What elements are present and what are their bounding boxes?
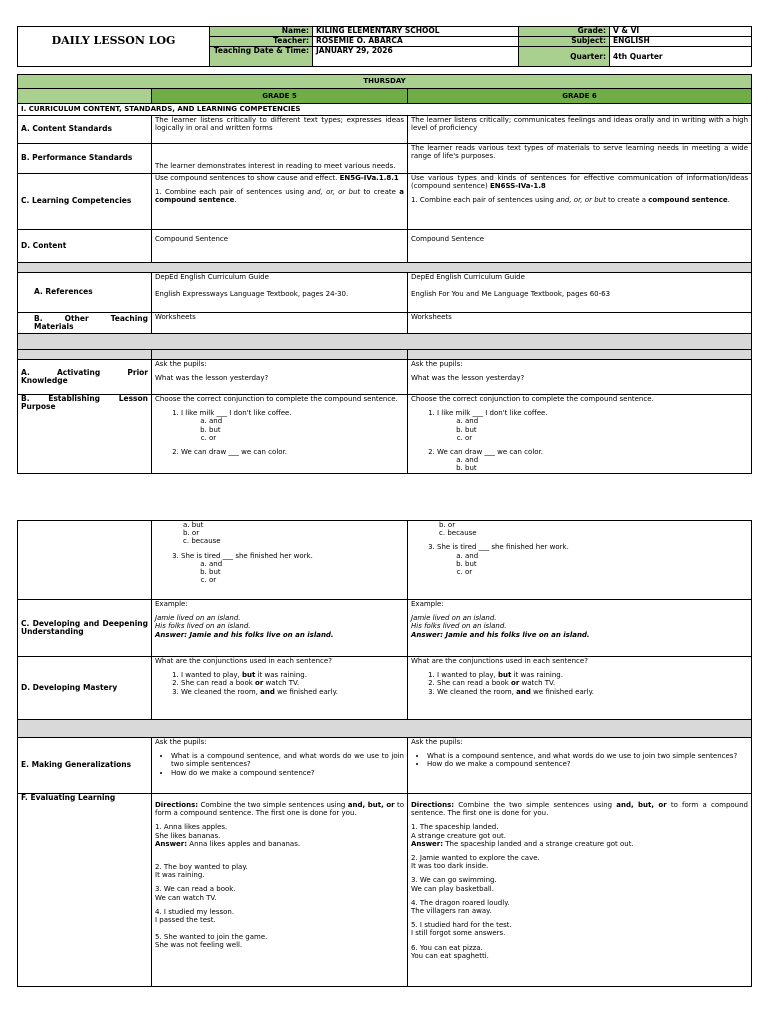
option: c. or	[209, 576, 404, 584]
label-developing: C. Developing and Deepening Understanding	[18, 600, 152, 657]
list-item: • What is a compound sentence, and what words do we use to join two simple sentences?	[171, 752, 404, 768]
g5-purpose-list-2	[155, 552, 404, 585]
g6-dev-s2: His folks lived on an island.	[411, 622, 507, 631]
divider-row	[18, 263, 752, 273]
sentence-b: She was not feeling well.	[155, 941, 243, 950]
g5-eval-item-3	[155, 885, 404, 901]
list-item: • What is a compound sentence, and what words do we use to join two simple sentences?	[427, 752, 748, 760]
section-curriculum: I. CURRICULUM CONTENT, STANDARDS, AND LEARNING COMPETENCIES	[18, 104, 752, 116]
list-item: • How do we make a compound sentence?	[427, 760, 748, 768]
g5-developing	[152, 600, 408, 657]
text: She can read a book	[437, 679, 509, 688]
option: c. because	[439, 529, 477, 538]
g5-purpose-continued	[152, 521, 408, 600]
g5-act-1: Ask the pupils:	[155, 360, 207, 368]
name-value: KILING ELEMENTARY SCHOOL	[313, 27, 519, 37]
g6-purpose-q2	[437, 448, 748, 473]
answer-label: Answer:	[411, 839, 444, 848]
divider-row-2	[18, 334, 752, 350]
name-label: Name:	[210, 27, 313, 37]
list-item: • How do we make a compound sentence?	[171, 769, 404, 777]
dir-conj: and, but, or	[347, 801, 395, 809]
g6-eval-item-5	[411, 921, 748, 937]
text: watch TV.	[265, 679, 300, 688]
g5-learning-competencies: Use compound sentences to show cause and effect. EN5G-IVa.1.8.1 1. Combine each pair of sentences using and, or, or but to create a compound sentence.	[152, 174, 408, 230]
g5-comp-b2: and, or,	[307, 188, 335, 197]
g5-mastery	[152, 657, 408, 720]
header-section	[17, 26, 751, 67]
option: c. or	[209, 434, 404, 442]
page-title: DAILY LESSON LOG	[18, 27, 210, 67]
dir-label: Directions:	[411, 801, 455, 809]
g6-other-materials: Worksheets	[408, 313, 752, 334]
g5-references	[152, 273, 408, 313]
g6-purpose-list	[411, 409, 748, 472]
text: it was raining.	[513, 671, 563, 680]
g5-ref-2: English Expressways Language Textbook, pages 24-30.	[155, 290, 349, 299]
lesson-table-page1	[17, 74, 751, 474]
g6-developing	[408, 600, 752, 657]
grade6-heading: GRADE 6	[408, 89, 752, 104]
g6-comp-b5: to create a	[608, 196, 647, 205]
teacher-label: Teacher:	[210, 37, 313, 47]
g5-comp-b4: but	[348, 188, 361, 197]
g6-content: Compound Sentence	[408, 230, 752, 263]
label-performance-standards: B. Performance Standards	[18, 144, 152, 174]
quarter-number: 4th Quarter	[613, 51, 663, 61]
sentence-b: It was raining.	[155, 871, 205, 880]
answer-text: Anna likes apples and bananas.	[189, 839, 301, 848]
g6-q3-options	[437, 552, 748, 577]
g6-q3-text: She is tired ___ she finished her work.	[437, 543, 569, 552]
g5-ref-1: DepEd English Curriculum Guide	[155, 273, 269, 281]
g5-eval-item-5	[155, 933, 404, 949]
g5-purpose-q1	[181, 409, 404, 448]
g5-dev-s2: His folks lived on an island.	[155, 622, 251, 631]
g5-eval-directions	[155, 801, 404, 817]
g5-q3-options	[181, 560, 404, 585]
g5-lesson-purpose	[152, 395, 408, 474]
g6-dev-answer: Answer: Jamie and his folks live on an island.	[411, 630, 590, 639]
divider-row-3	[18, 720, 752, 738]
divider-cell-c	[408, 350, 752, 360]
g6-activating	[408, 360, 752, 395]
text: We cleaned the room,	[181, 687, 258, 696]
conj: but	[242, 671, 256, 680]
sentence-a: 4. The dragon roared loudly.	[411, 898, 510, 907]
conj: or	[511, 679, 520, 688]
g5-other-materials: Worksheets	[152, 313, 408, 334]
label-content-standards: A. Content Standards	[18, 116, 152, 144]
sentence-a: 5. She wanted to join the game.	[155, 933, 268, 942]
g6-generalizations	[408, 738, 752, 794]
text: it was raining.	[257, 671, 307, 680]
g6-comp-text: Use various types and kinds of sentences for effective communication of information/ideas (compound sentence)	[411, 174, 749, 191]
dir-text2: to form a compound sentence. The first one is done for you.	[155, 801, 404, 818]
option-text: because	[191, 537, 221, 546]
g6-comp-b4: but	[594, 196, 606, 205]
text: She can read a book	[181, 679, 253, 688]
list-item	[181, 688, 404, 696]
day-heading: THURSDAY	[18, 75, 752, 89]
dir-label: Directions:	[155, 801, 199, 809]
g6-lesson-purpose	[408, 395, 752, 474]
g5-q1-options	[181, 417, 404, 442]
g6-comp-b1: 1. Combine each pair of sentences using	[411, 196, 554, 205]
g5-comp-b1: 1. Combine each pair of sentences using	[155, 188, 305, 197]
grade5-heading: GRADE 5	[152, 89, 408, 104]
g5-comp-text: Use compound sentences to show cause and effect.	[155, 174, 338, 182]
g5-q2-text: We can draw ___ we can color.	[181, 448, 288, 457]
g6-comp-b2: and, or,	[556, 196, 583, 205]
option: a. and	[209, 417, 404, 425]
g6-comp-b3: or	[584, 196, 592, 205]
g6-learning-competencies: Use various types and kinds of sentences for effective communication of information/ideas (compound sentence) EN6SS-IVa-1.8 1. Combine each pair of sentences using and, or, or but to create a compound sentence.	[408, 174, 752, 230]
option: a. and	[465, 417, 748, 425]
answer-line	[155, 840, 404, 848]
g5-activating	[152, 360, 408, 395]
g5-purpose-q3	[181, 552, 404, 585]
g6-purpose-q1	[437, 409, 748, 448]
header-table	[17, 26, 752, 67]
sentence-a: 3. We can go swimming.	[411, 876, 497, 885]
label-lesson-purpose: B. Establishing Lesson Purpose	[18, 395, 152, 474]
option-text: or	[447, 521, 456, 529]
sentence-a: 1. The spaceship landed.	[411, 823, 499, 832]
g6-eval-directions	[411, 801, 748, 817]
grade-label: Grade:	[519, 27, 610, 37]
g6-references	[408, 273, 752, 313]
option: b. but	[209, 568, 404, 576]
g5-dev-example: Example:	[155, 600, 188, 608]
quarter-label: Quarter:	[519, 47, 610, 67]
dir-conj: and, but, or	[616, 801, 667, 809]
g6-eval-item-6	[411, 944, 748, 960]
sentence-a: 3. We can read a book.	[155, 885, 236, 894]
option-text: or	[191, 529, 200, 538]
g6-eval-item-1	[411, 823, 748, 848]
g6-eval-item-4	[411, 899, 748, 915]
g6-evaluating	[408, 794, 752, 987]
sentence-a: 2. Jamie wanted to explore the cave.	[411, 854, 540, 863]
label-generalizations: E. Making Generalizations	[18, 738, 152, 794]
g6-act-1: Ask the pupils:	[411, 360, 463, 368]
sentence-a: 5. I studied hard for the test.	[411, 921, 512, 930]
g5-comp-code: EN5G-IVa.1.8.1	[339, 174, 399, 182]
sentence-b: We can play basketball.	[411, 884, 494, 893]
label-evaluating: F. Evaluating Learning	[18, 794, 152, 987]
option: c. or	[465, 434, 748, 442]
option-text: but	[191, 521, 204, 529]
dir-text1: Combine the two simple sentences using	[458, 801, 613, 809]
subject-value: ENGLISH	[610, 37, 752, 47]
text: watch TV.	[521, 679, 556, 688]
option: b. or	[183, 529, 200, 538]
answer-text: The spaceship landed and a strange creature got out.	[445, 839, 634, 848]
g6-dev-s1: Jamie lived on an island.	[411, 614, 497, 623]
date-value: JANUARY 29, 2026	[313, 47, 519, 67]
g6-purpose-list-2	[411, 543, 748, 576]
sentence-b: We can watch TV.	[155, 893, 217, 902]
g6-comp-b6: compound sentence	[648, 196, 728, 205]
g5-content: Compound Sentence	[152, 230, 408, 263]
option: c. or	[465, 568, 748, 576]
g6-q1-options	[437, 417, 748, 442]
g5-q2-options	[155, 521, 404, 546]
sentence-b: It was too dark inside.	[411, 862, 489, 871]
blank-label-cell	[18, 521, 152, 600]
g5-q1-text: I like milk ___ I don't like coffee.	[181, 409, 292, 418]
answer-line	[411, 840, 748, 848]
conj: and	[260, 687, 275, 696]
option: b. but	[465, 426, 748, 434]
conj: and	[516, 687, 531, 696]
g6-mastery-q: What are the conjunctions used in each sentence?	[411, 657, 588, 665]
sentence-a: 6. You can eat pizza.	[411, 943, 483, 952]
subject-label: Subject:	[519, 37, 610, 47]
divider-cell-a	[18, 350, 152, 360]
conj: or	[255, 679, 264, 688]
label-learning-competencies: C. Learning Competencies	[18, 174, 152, 230]
g5-comp-b5: to create	[363, 188, 396, 197]
sentence-b: I passed the test.	[155, 916, 216, 925]
g5-q3-text: She is tired ___ she finished her work.	[181, 551, 313, 560]
g6-q1-text: I like milk ___ I don't like coffee.	[437, 409, 548, 418]
g6-purpose-intro: Choose the correct conjunction to complete the compound sentence.	[411, 395, 654, 403]
sentence-a: 2. The boy wanted to play.	[155, 863, 248, 872]
date-label: Teaching Date & Time:	[210, 47, 313, 67]
label-other-materials: B. Other Teaching Materials	[18, 313, 152, 334]
g6-comp-code: EN6SS-IVa-1.8	[489, 182, 546, 191]
g5-evaluating	[152, 794, 408, 987]
sentence-b: The villagers ran away.	[411, 907, 492, 916]
list-item	[181, 679, 404, 687]
g6-mastery	[408, 657, 752, 720]
g5-eval-item-4	[155, 908, 404, 924]
g6-dev-example: Example:	[411, 600, 444, 608]
g5-purpose-list	[155, 409, 404, 456]
text: I wanted to play,	[181, 671, 240, 680]
option: a. and	[209, 560, 404, 568]
g6-eval-item-2	[411, 854, 748, 870]
divider-cell-b	[152, 350, 408, 360]
g6-mastery-list	[411, 671, 748, 696]
sentence-b: You can eat spaghetti.	[411, 951, 489, 960]
label-content: D. Content	[18, 230, 152, 263]
quarter-value	[610, 47, 752, 67]
sentence-a: 1. Anna likes apples.	[155, 823, 228, 832]
g6-gen-list	[411, 752, 748, 768]
list-item	[437, 688, 748, 696]
g5-purpose-q2	[181, 448, 404, 456]
sentence-b: A strange creature got out.	[411, 831, 506, 840]
label-activating: A. Activating Prior Knowledge	[18, 360, 152, 395]
option: a. but	[183, 521, 204, 529]
option: a. and	[465, 552, 748, 560]
g6-purpose-continued	[408, 521, 752, 600]
g5-generalizations	[152, 738, 408, 794]
g6-ref-2: English For You and Me Language Textbook, pages 60-63	[411, 290, 611, 299]
text: We cleaned the room,	[437, 687, 514, 696]
g6-eval-item-3	[411, 876, 748, 892]
option: b. or	[439, 521, 456, 529]
g5-comp-b3: or	[338, 188, 346, 197]
text: I wanted to play,	[437, 671, 496, 680]
g5-content-standards: The learner listens critically to different text types; expresses ideas logically in oral and written forms	[152, 116, 408, 144]
teacher-value: ROSEMIE O. ABARCA	[313, 37, 519, 47]
list-item	[181, 671, 404, 679]
sentence-b: I still forgot some answers.	[411, 929, 506, 938]
g5-act-2: What was the lesson yesterday?	[155, 374, 269, 383]
lesson-table-page2	[17, 520, 751, 987]
text: we finished early.	[277, 687, 338, 696]
g6-ref-1: DepEd English Curriculum Guide	[411, 273, 525, 281]
g5-purpose-intro: Choose the correct conjunction to complete the compound sentence.	[155, 395, 398, 403]
g5-eval-item-2	[155, 863, 404, 879]
conj: but	[498, 671, 512, 680]
blank-header-cell	[18, 89, 152, 104]
dir-text2: to form a compound sentence. The first one is done for you.	[411, 801, 748, 818]
answer-label: Answer:	[155, 839, 188, 848]
g6-content-standards: The learner listens critically; communicates feelings and ideas orally and in writing with a high level of proficiency	[408, 116, 752, 144]
label-mastery: D. Developing Mastery	[18, 657, 152, 720]
g5-gen-ask: Ask the pupils:	[155, 738, 207, 746]
option: c. because	[183, 537, 221, 546]
g6-gen-ask: Ask the pupils:	[411, 738, 463, 746]
g6-q2-options-cont	[411, 521, 748, 537]
g6-purpose-q3	[437, 543, 748, 576]
text: we finished early.	[533, 687, 594, 696]
option-text: because	[447, 529, 477, 538]
option: b. but	[209, 426, 404, 434]
list-item	[437, 671, 748, 679]
label-references: A. References	[18, 273, 152, 313]
g6-performance-standards: The learner reads various text types of materials to serve learning needs in meeting a wide range of life's purposes.	[408, 144, 752, 174]
sentence-b: She likes bananas.	[155, 831, 221, 840]
option: b. but	[465, 464, 748, 472]
option: a. and	[465, 456, 748, 464]
g5-mastery-list	[155, 671, 404, 696]
g6-q2-text: We can draw ___ we can color.	[437, 448, 544, 457]
g5-eval-item-1	[155, 823, 404, 848]
option: b. but	[465, 560, 748, 568]
g6-act-2: What was the lesson yesterday?	[411, 374, 525, 383]
g5-mastery-q: What are the conjunctions used in each sentence?	[155, 657, 332, 665]
g5-dev-answer: Answer: Jamie and his folks live on an island.	[155, 630, 334, 639]
dir-text1: Combine the two simple sentences using	[200, 801, 346, 809]
g5-gen-list	[155, 752, 404, 777]
grade-value: V & VI	[610, 27, 752, 37]
g5-performance-standards: The learner demonstrates interest in reading to meet various needs.	[152, 144, 408, 174]
g5-comp-b6: a compound sentence	[155, 188, 404, 205]
g5-dev-s1: Jamie lived on an island.	[155, 614, 241, 623]
sentence-a: 4. I studied my lesson.	[155, 907, 235, 916]
list-item	[437, 679, 748, 687]
g6-q2-options	[437, 456, 748, 472]
